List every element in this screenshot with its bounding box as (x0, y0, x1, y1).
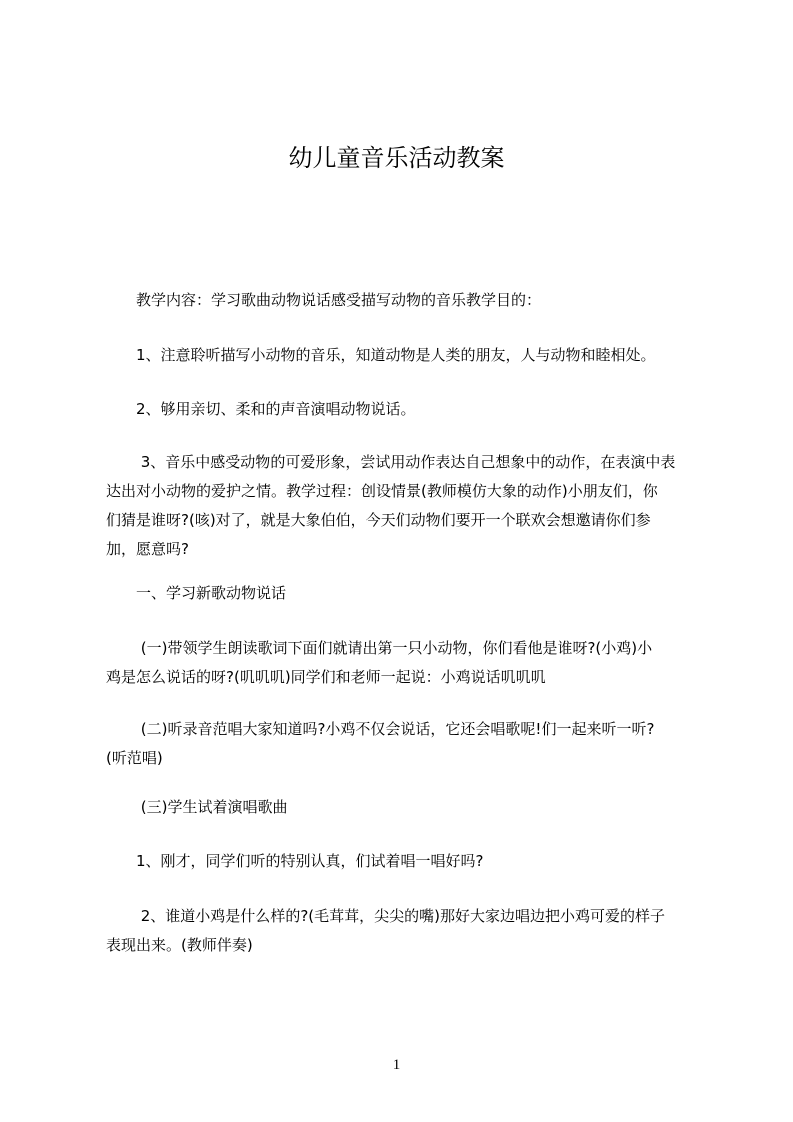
section-heading-learn-song (106, 579, 712, 608)
paragraph-line: 2、谁道小鸡是什么样的?(毛茸茸，尖尖的嘴)那好大家边唱边把小鸡可爱的样子 (106, 907, 665, 925)
paragraph-line: 一、学习新歌动物说话 (106, 584, 287, 602)
paragraph-line: 加，愿意吗? (106, 540, 189, 558)
paragraph-line: 3、音乐中感受动物的可爱形象，尝试用动作表达自己想象中的动作，在表演中表 (106, 453, 676, 471)
paragraph-line: 表现出来。(教师伴奏) (106, 936, 253, 954)
page-number: 1 (392, 1057, 401, 1073)
paragraph-line: (二)听录音范唱大家知道吗?小鸡不仅会说话，它还会唱歌呢!们一起来听一听? (106, 720, 655, 738)
paragraph-objective-3 (106, 448, 712, 564)
paragraph-step-one (106, 634, 712, 692)
paragraph-substep-1 (106, 847, 712, 876)
paragraph-line: 鸡是怎么说话的呀?(叽叽叽)同学们和老师一起说：小鸡说话叽叽叽 (106, 668, 546, 686)
paragraph-line: 达出对小动物的爱护之情。教学过程：创设情景(教师模仿大象的动作)小朋友们，你 (106, 482, 658, 500)
paragraph-objective-1 (106, 341, 712, 370)
paragraph-step-two (106, 715, 712, 773)
paragraph-line: 1、注意聆听描写小动物的音乐，知道动物是人类的朋友，人与动物和睦相处。 (106, 346, 656, 364)
paragraph-line: (一)带领学生朗读歌词下面们就请出第一只小动物，你们看他是谁呀?(小鸡)小 (106, 639, 653, 657)
paragraph-teaching-content (106, 286, 712, 315)
paragraph-objective-2 (106, 395, 712, 424)
document-title: 幼儿童音乐活动教案 (288, 144, 505, 172)
paragraph-line: (三)学生试着演唱歌曲 (106, 798, 288, 816)
paragraph-step-three (106, 793, 712, 822)
paragraph-line: 教学内容：学习歌曲动物说话感受描写动物的音乐教学目的： (106, 291, 542, 309)
paragraph-line: 1、刚才，同学们听的特别认真，们试着唱一唱好吗? (106, 852, 484, 870)
paragraph-line: 们猜是谁呀?(咳)对了，就是大象伯伯，今天们动物们要开一个联欢会想邀请你们参 (106, 511, 651, 529)
paragraph-substep-2 (106, 902, 712, 960)
paragraph-line: (听范唱) (106, 749, 163, 767)
paragraph-line: 2、够用亲切、柔和的声音演唱动物说话。 (106, 400, 416, 418)
